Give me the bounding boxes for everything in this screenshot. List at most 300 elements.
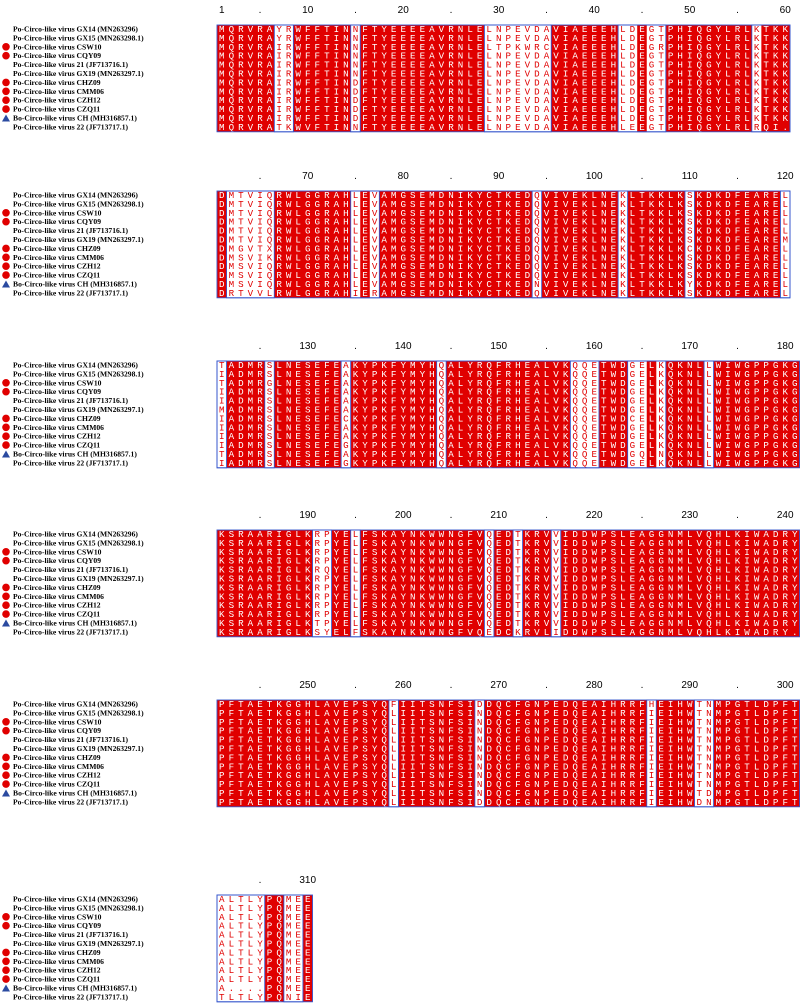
residue: A [248, 788, 254, 799]
residue: L [649, 422, 655, 433]
residue: P [668, 60, 674, 71]
residue: S [687, 270, 693, 281]
residue: D [238, 369, 244, 380]
sequence-label: Po-Circo-like virus 22 (JF713717.1) [13, 797, 128, 806]
residue: D [763, 744, 769, 755]
residue: R [257, 24, 263, 35]
residue: Q [276, 947, 282, 958]
residue: M [391, 190, 397, 201]
residue: S [267, 360, 273, 371]
residue: D [763, 770, 769, 781]
residue: K [716, 199, 722, 210]
residue: H [343, 279, 349, 290]
residue: Q [381, 735, 387, 746]
residue: K [620, 252, 626, 263]
residue: Y [400, 360, 406, 371]
residue: N [448, 591, 454, 602]
residue: L [620, 591, 626, 602]
residue: H [343, 190, 349, 201]
residue: A [448, 458, 454, 469]
residue: T [496, 217, 502, 228]
residue: D [706, 235, 712, 246]
residue: R [315, 556, 321, 567]
residue: Q [668, 378, 674, 389]
residue: F [362, 122, 368, 133]
residue: T [658, 113, 664, 124]
residue: L [697, 378, 703, 389]
residue: I [563, 69, 569, 80]
residue: E [410, 60, 416, 71]
residue: E [496, 609, 502, 620]
residue: Y [477, 226, 483, 237]
residue: D [763, 627, 769, 638]
residue: E [420, 199, 426, 210]
residue: G [773, 431, 779, 442]
residue: N [439, 735, 445, 746]
residue: V [248, 243, 254, 254]
residue: E [420, 33, 426, 44]
residue: D [525, 288, 531, 299]
residue: N [706, 779, 712, 790]
residue: M [229, 208, 235, 219]
residue: A [257, 591, 263, 602]
residue: M [286, 939, 292, 950]
residue: E [400, 113, 406, 124]
residue: M [716, 726, 722, 737]
residue: P [219, 788, 225, 799]
residue: Y [716, 86, 722, 97]
residue: E [477, 113, 483, 124]
residue: K [716, 190, 722, 201]
residue: N [410, 538, 416, 549]
residue: V [563, 235, 569, 246]
residue: E [525, 405, 531, 416]
residue: E [400, 104, 406, 115]
residue: P [763, 413, 769, 424]
residue: K [677, 449, 683, 460]
residue: W [716, 369, 722, 380]
residue: G [295, 788, 301, 799]
residue: K [716, 279, 722, 290]
residue: K [782, 42, 788, 53]
residue: V [544, 252, 550, 263]
residue: Q [439, 422, 445, 433]
residue: S [410, 217, 416, 228]
residue: K [658, 270, 664, 281]
residue: A [248, 735, 254, 746]
residue: S [362, 761, 368, 772]
residue: L [276, 449, 282, 460]
residue: W [429, 529, 435, 540]
residue: E [315, 440, 321, 451]
residue: E [591, 69, 597, 80]
residue: Y [381, 33, 387, 44]
residue: K [754, 86, 760, 97]
residue: T [267, 708, 273, 719]
residue: S [229, 574, 235, 585]
residue: T [496, 235, 502, 246]
residue: Q [706, 529, 712, 540]
residue: K [782, 69, 788, 80]
residue: K [467, 288, 473, 299]
residue: L [295, 243, 301, 254]
residue: R [238, 33, 244, 44]
residue: K [658, 288, 664, 299]
residue: R [763, 261, 769, 272]
residue: I [400, 788, 406, 799]
residue: N [668, 556, 674, 567]
residue: F [324, 431, 330, 442]
residue: V [553, 574, 559, 585]
residue: M [229, 217, 235, 228]
residue: M [429, 199, 435, 210]
residue: R [286, 33, 292, 44]
residue: Y [257, 939, 263, 950]
residue: L [725, 24, 731, 35]
residue: H [429, 360, 435, 371]
residue: N [534, 788, 540, 799]
residue: I [553, 252, 559, 263]
residue: Y [257, 903, 263, 914]
residue: F [735, 261, 741, 272]
residue: R [620, 770, 626, 781]
residue: D [353, 113, 359, 124]
residue: P [725, 752, 731, 763]
residue: G [305, 217, 311, 228]
residue: L [458, 369, 464, 380]
residue: L [706, 413, 712, 424]
residue: L [315, 699, 321, 710]
residue: E [295, 422, 301, 433]
residue: I [668, 797, 674, 808]
residue: V [334, 744, 340, 755]
residue: R [257, 449, 263, 460]
residue: Q [267, 199, 273, 210]
residue: V [563, 252, 569, 263]
residue: D [219, 270, 225, 281]
residue: V [477, 618, 483, 629]
residue: A [448, 413, 454, 424]
residue: L [725, 618, 731, 629]
residue: N [534, 797, 540, 808]
residue: F [362, 582, 368, 593]
residue: R [238, 556, 244, 567]
residue: E [601, 24, 607, 35]
residue: G [792, 449, 798, 460]
residue: A [229, 369, 235, 380]
residue: Q [496, 699, 502, 710]
residue: T [420, 761, 426, 772]
residue: G [305, 235, 311, 246]
residue: E [334, 627, 340, 638]
residue: Y [477, 243, 483, 254]
residue: Y [420, 369, 426, 380]
residue: P [773, 797, 779, 808]
circle-marker-icon [2, 763, 10, 771]
residue: R [257, 69, 263, 80]
residue: T [496, 199, 502, 210]
residue: W [687, 797, 693, 808]
residue: Q [582, 405, 588, 416]
residue: V [544, 199, 550, 210]
residue: F [229, 726, 235, 737]
residue: M [248, 458, 254, 469]
residue: A [257, 582, 263, 593]
residue: K [305, 591, 311, 602]
residue: A [324, 761, 330, 772]
residue: R [324, 252, 330, 263]
residue: E [582, 51, 588, 62]
residue: A [544, 122, 550, 133]
residue: A [639, 565, 645, 576]
residue: I [467, 788, 473, 799]
tick-dot: . [259, 875, 262, 886]
residue: Q [486, 565, 492, 576]
residue: M [410, 396, 416, 407]
residue: A [248, 565, 254, 576]
residue: H [677, 797, 683, 808]
residue: F [362, 104, 368, 115]
residue: H [343, 199, 349, 210]
residue: E [658, 788, 664, 799]
residue: F [315, 77, 321, 88]
residue: L [725, 51, 731, 62]
tick-dot: . [259, 680, 262, 691]
residue: N [477, 717, 483, 728]
residue: K [620, 243, 626, 254]
residue: Y [372, 779, 378, 790]
residue: G [744, 396, 750, 407]
residue: W [295, 86, 301, 97]
residue: D [525, 208, 531, 219]
circle-marker-icon [2, 415, 10, 423]
residue: Q [486, 378, 492, 389]
residue: E [343, 788, 349, 799]
residue: E [400, 86, 406, 97]
residue: E [515, 270, 521, 281]
residue: G [744, 405, 750, 416]
residue: L [668, 261, 674, 272]
residue: R [620, 788, 626, 799]
residue: E [496, 600, 502, 611]
residue: R [448, 104, 454, 115]
residue: D [572, 600, 578, 611]
residue: D [706, 190, 712, 201]
residue: I [563, 42, 569, 53]
residue: G [773, 387, 779, 398]
residue: E [315, 422, 321, 433]
residue: E [362, 217, 368, 228]
residue: F [362, 547, 368, 558]
residue: E [343, 708, 349, 719]
residue: S [267, 369, 273, 380]
residue: F [515, 788, 521, 799]
residue: I [744, 565, 750, 576]
residue: C [506, 797, 512, 808]
residue: F [639, 752, 645, 763]
residue: D [219, 279, 225, 290]
residue: K [658, 190, 664, 201]
residue: T [744, 717, 750, 728]
residue: Y [716, 113, 722, 124]
residue: I [725, 440, 731, 451]
residue: Y [716, 69, 722, 80]
residue: E [515, 288, 521, 299]
residue: S [429, 779, 435, 790]
residue: C [486, 288, 492, 299]
residue: N [496, 33, 502, 44]
residue: Y [400, 538, 406, 549]
residue: A [429, 113, 435, 124]
residue: L [687, 609, 693, 620]
residue: Q [229, 24, 235, 35]
residue: Y [467, 378, 473, 389]
residue: D [219, 190, 225, 201]
residue: W [429, 547, 435, 558]
residue: R [276, 199, 282, 210]
sequence-label: Bo-Circo-like virus CH (MH316857.1) [13, 789, 137, 798]
residue: M [429, 252, 435, 263]
residue: D [486, 761, 492, 772]
residue: Q [668, 449, 674, 460]
residue: Q [572, 699, 578, 710]
residue: E [343, 770, 349, 781]
residue: T [697, 717, 703, 728]
residue: A [534, 405, 540, 416]
residue: G [305, 261, 311, 272]
residue: M [410, 360, 416, 371]
residue: K [754, 77, 760, 88]
circle-marker-icon [2, 245, 10, 253]
position-number: 90 [493, 171, 505, 182]
residue: I [563, 77, 569, 88]
residue: G [400, 252, 406, 263]
residue: A [324, 708, 330, 719]
residue: T [697, 708, 703, 719]
residue: V [544, 190, 550, 201]
residue: Q [668, 360, 674, 371]
residue: A [324, 699, 330, 710]
residue: Q [572, 378, 578, 389]
residue: I [467, 708, 473, 719]
residue: L [295, 261, 301, 272]
residue: V [248, 77, 254, 88]
residue: L [467, 95, 473, 106]
residue: L [697, 413, 703, 424]
residue: W [716, 405, 722, 416]
residue: L [486, 113, 492, 124]
residue: S [687, 252, 693, 263]
residue: V [477, 609, 483, 620]
residue: A [591, 797, 597, 808]
residue: E [343, 744, 349, 755]
residue: S [305, 360, 311, 371]
residue: C [506, 788, 512, 799]
residue: S [315, 627, 321, 638]
residue: R [257, 378, 263, 389]
residue: E [420, 69, 426, 80]
residue: P [219, 735, 225, 746]
residue: N [496, 60, 502, 71]
residue: G [792, 378, 798, 389]
residue: K [506, 226, 512, 237]
residue: F [639, 761, 645, 772]
residue: T [219, 992, 225, 1003]
residue: S [305, 369, 311, 380]
residue: G [315, 199, 321, 210]
residue: K [649, 217, 655, 228]
residue: I [563, 529, 569, 540]
residue: V [334, 752, 340, 763]
circle-marker-icon [2, 922, 10, 930]
residue: D [725, 208, 731, 219]
residue: P [763, 396, 769, 407]
residue: S [601, 627, 607, 638]
residue: G [400, 279, 406, 290]
triangle-marker-icon [2, 620, 10, 627]
residue: D [773, 529, 779, 540]
residue: L [697, 360, 703, 371]
residue: A [763, 618, 769, 629]
residue: T [658, 24, 664, 35]
residue: M [716, 699, 722, 710]
residue: M [677, 556, 683, 567]
residue: D [630, 95, 636, 106]
residue: K [677, 190, 683, 201]
residue: F [315, 113, 321, 124]
residue: H [716, 574, 722, 585]
residue: F [229, 744, 235, 755]
residue: A [267, 42, 273, 53]
residue: E [420, 235, 426, 246]
residue: R [525, 627, 531, 638]
residue: Y [477, 288, 483, 299]
residue: K [563, 449, 569, 460]
residue: E [334, 413, 340, 424]
residue: K [620, 270, 626, 281]
residue: D [773, 574, 779, 585]
residue: C [506, 627, 512, 638]
residue: F [782, 744, 788, 755]
residue: L [295, 235, 301, 246]
residue: R [315, 591, 321, 602]
residue: A [448, 360, 454, 371]
residue: F [735, 226, 741, 237]
residue: V [372, 270, 378, 281]
residue: A [544, 24, 550, 35]
residue: A [429, 51, 435, 62]
residue: H [343, 288, 349, 299]
residue: A [324, 770, 330, 781]
residue: G [773, 449, 779, 460]
residue: F [391, 431, 397, 442]
residue: H [515, 369, 521, 380]
residue: L [725, 77, 731, 88]
residue: R [286, 51, 292, 62]
residue: G [658, 556, 664, 567]
residue: N [601, 243, 607, 254]
residue: K [276, 788, 282, 799]
residue: E [773, 279, 779, 290]
residue: I [257, 270, 263, 281]
residue: Q [381, 788, 387, 799]
residue: A [219, 930, 225, 941]
residue: L [486, 95, 492, 106]
residue: L [467, 51, 473, 62]
residue: P [353, 735, 359, 746]
residue: E [391, 33, 397, 44]
residue: V [544, 574, 550, 585]
